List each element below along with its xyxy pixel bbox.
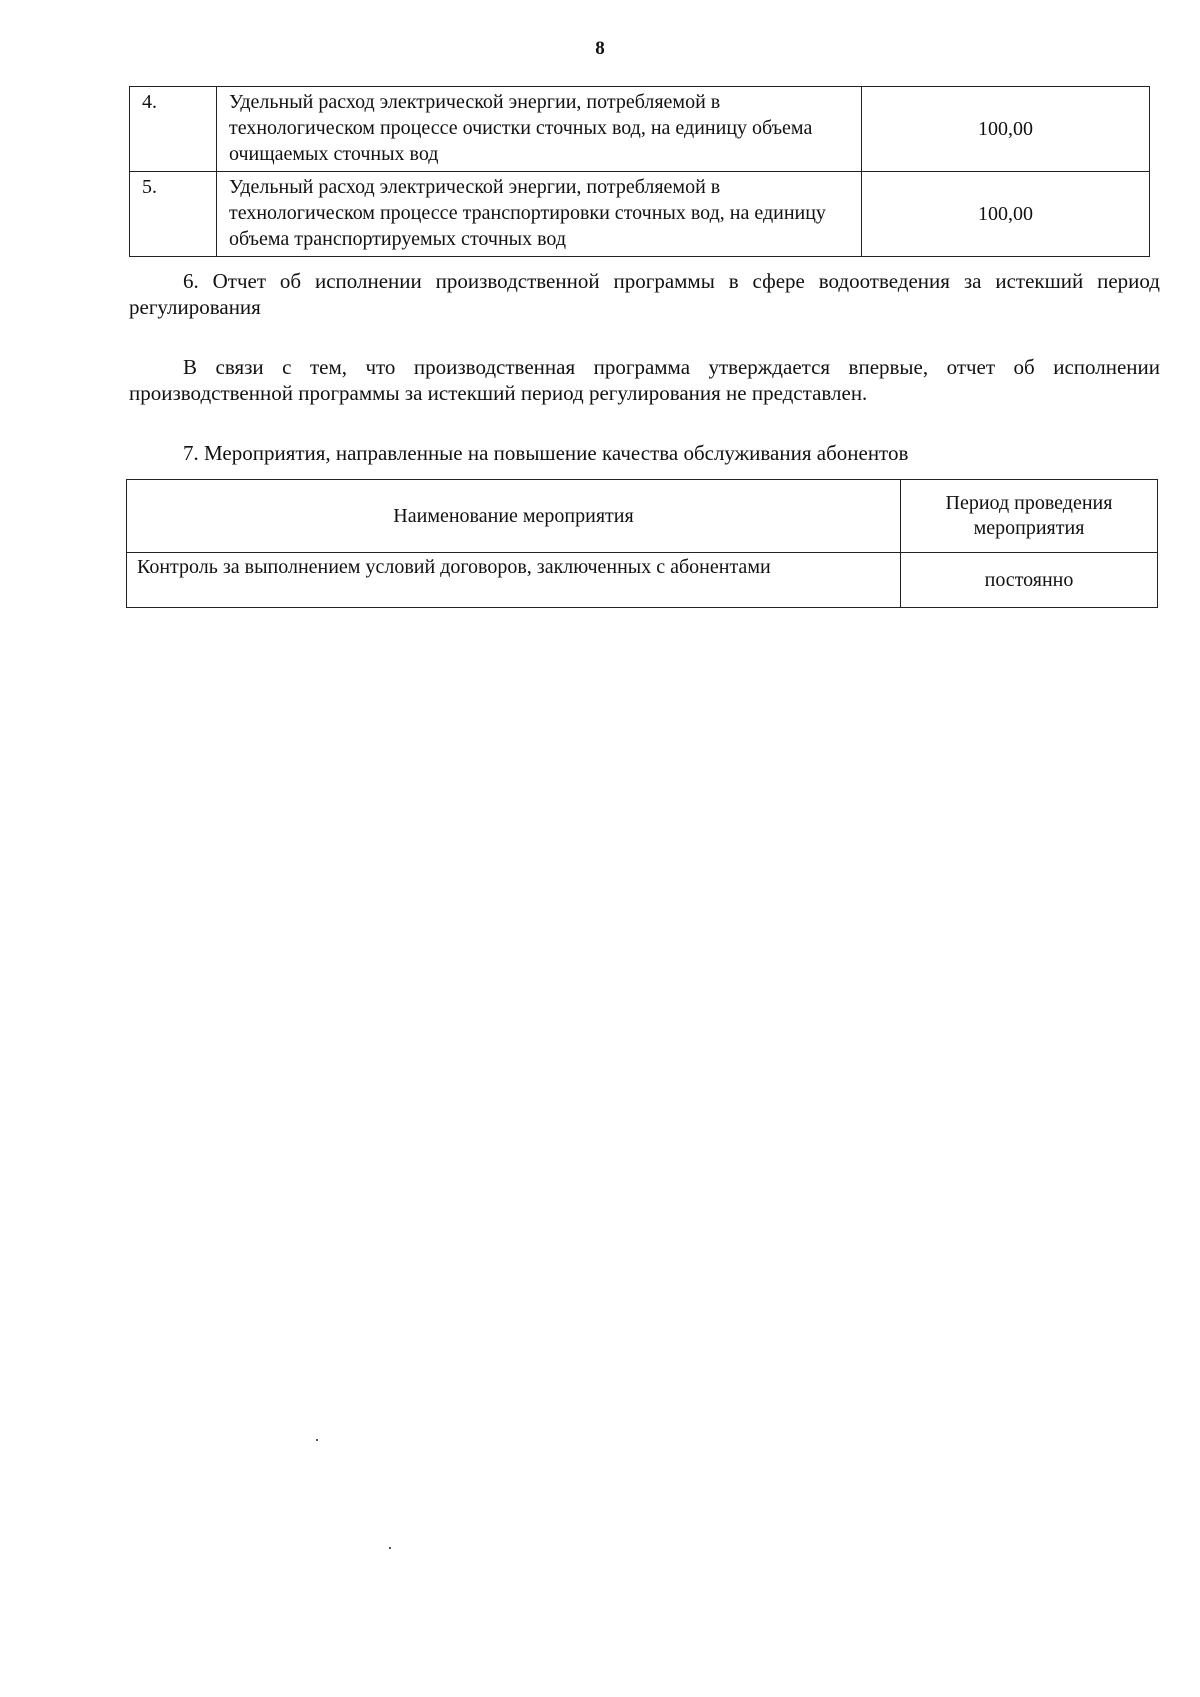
- section-6-heading: 6. Отчет об исполнении производственной программы в сфере водоотведения за истекший период регулирования: [129, 269, 1160, 319]
- indicator-value: 100,00: [862, 172, 1150, 257]
- table-header-row: [127, 480, 1158, 553]
- table-row: [127, 553, 1158, 608]
- column-header-period: Период проведения мероприятия: [901, 480, 1158, 553]
- indicator-number: 5.: [130, 172, 217, 257]
- indicator-description: Удельный расход электрической энергии, потребляемой в технологическом процессе очистки сточных вод, на единицу объема очищаемых сточных вод: [217, 87, 862, 172]
- scan-speck: [316, 1439, 318, 1441]
- page-number: 8: [595, 38, 605, 59]
- section-6-body: В связи с тем, что производственная программа утверждается впервые, отчет об исполнении производственной программы за истекший период регулирования не представлен.: [129, 355, 1160, 405]
- scan-speck: [389, 1547, 391, 1549]
- table-row: [130, 87, 1150, 172]
- table-row: [130, 172, 1150, 257]
- indicator-value: 100,00: [862, 87, 1150, 172]
- section-7-heading: 7. Мероприятия, направленные на повышение качества обслуживания абонентов: [183, 441, 909, 465]
- indicator-description: Удельный расход электрической энергии, потребляемой в технологическом процессе транспортировки сточных вод, на единицу объема транспортируемых сточных вод: [217, 172, 862, 257]
- measures-table: [126, 479, 1158, 608]
- measure-name: Контроль за выполнением условий договоров, заключенных с абонентами: [127, 553, 901, 608]
- indicator-number: 4.: [130, 87, 217, 172]
- measure-period: постоянно: [901, 553, 1158, 608]
- column-header-name: Наименование мероприятия: [127, 480, 901, 553]
- indicators-table: [129, 86, 1150, 257]
